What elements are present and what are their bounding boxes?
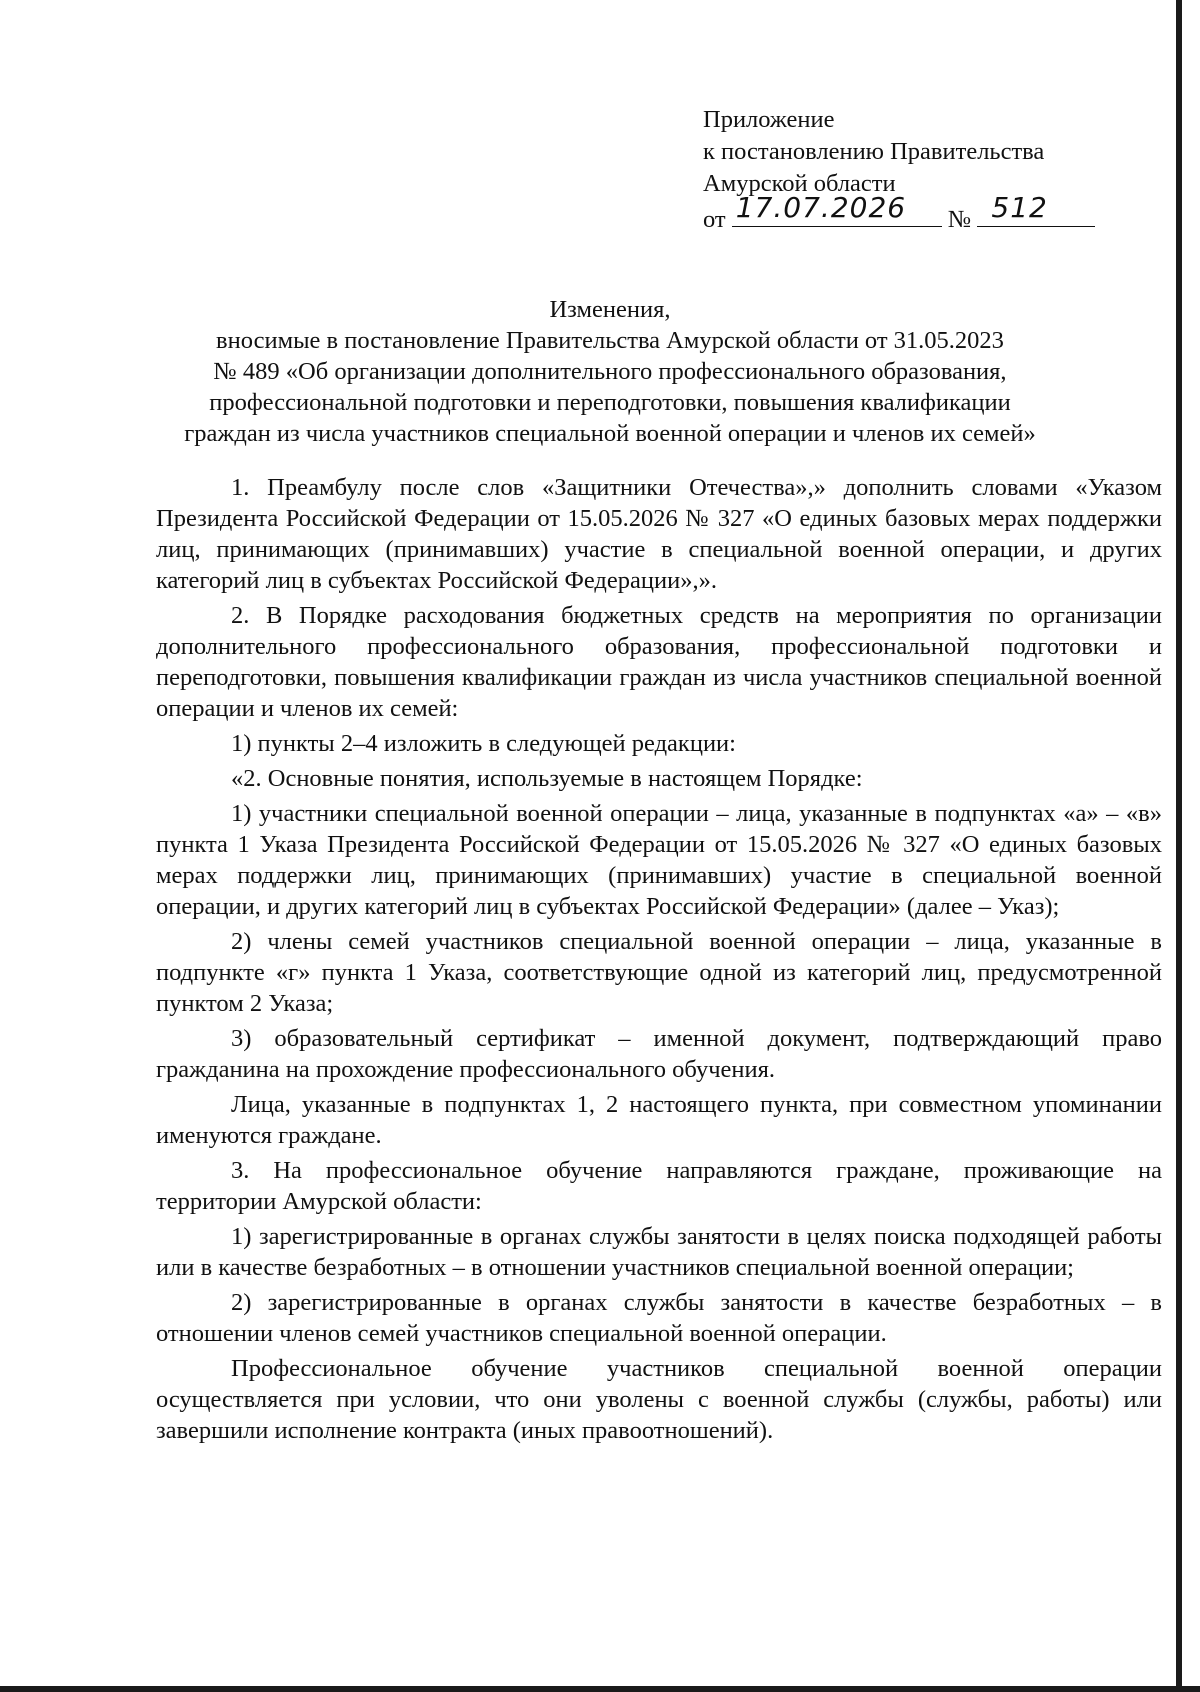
appendix-line-2: к постановлению Правительства (703, 138, 1045, 165)
heading-line-1: вносимые в постановление Правительства Амурской области от 31.05.2023 (216, 327, 1004, 354)
paragraph-10: 1) зарегистрированные в органах службы занятости в целях поиска подходящей работы или в качестве безработных – в отношении участников специальной военной операции; (156, 1223, 1162, 1281)
paragraph-6: 2) члены семей участников специальной военной операции – лица, указанные в подпункте «г» пункта 1 Указа, соответствующие одной из категорий лиц, предусмотренной пунктом 2 Указа; (156, 928, 1162, 1017)
paragraph-4: «2. Основные понятия, используемые в настоящем Порядке: (231, 765, 863, 792)
heading-line-4: граждан из числа участников специальной военной операции и членов их семей» (184, 420, 1036, 447)
paragraph-9: 3. На профессиональное обучение направляются граждане, проживающие на территории Амурской области: (156, 1157, 1162, 1215)
date-prefix: от (703, 206, 726, 233)
heading-line-2: № 489 «Об организации дополнительного профессионального образования, (213, 358, 1007, 385)
appendix-line-3: Амурской области (703, 170, 896, 197)
paragraph-11: 2) зарегистрированные в органах службы занятости в качестве безработных – в отношении членов семей участников специальной военной операции. (156, 1289, 1162, 1347)
paragraph-7: 3) образовательный сертификат – именной документ, подтверждающий право гражданина на прохождение профессионального обучения. (156, 1025, 1162, 1083)
paragraph-1: 1. Преамбулу после слов «Защитники Отечества»,» дополнить словами «Указом Президента Российской Федерации от 15.05.2026 № 327 «О единых базовых мерах поддержки лиц, принимающих (принимавших) участие в специальной военной операции, и других категорий лиц в субъектах Российской Федерации»,». (156, 474, 1162, 594)
paragraph-3: 1) пункты 2–4 изложить в следующей редакции: (231, 730, 736, 757)
appendix-date-number-line (703, 191, 1123, 236)
heading-line-3: профессиональной подготовки и переподготовки, повышения квалификации (209, 389, 1011, 416)
scan-edge-bottom (0, 1686, 1200, 1692)
number-prefix: № (947, 206, 972, 233)
number-field (977, 191, 1095, 227)
paragraph-12: Профессиональное обучение участников специальной военной операции осуществляется при условии, что они уволены с военной службы (службы, работы) или завершили исполнение контракта (иных правоотношений). (156, 1355, 1162, 1444)
paragraph-5: 1) участники специальной военной операции – лица, указанные в подпунктах «а» – «в» пункта 1 Указа Президента Российской Федерации от 15.05.2026 № 327 «О единых базовых мерах поддержки лиц, принимающих (принимавших) участие в специальной военной операции, и других категорий лиц в субъектах Российской Федерации» (далее – Указ); (156, 800, 1162, 920)
date-field (732, 191, 942, 227)
document-heading (130, 294, 1090, 449)
paragraph-2: 2. В Порядке расходования бюджетных средств на мероприятия по организации дополнительного профессионального образования, профессиональной подготовки и переподготовки, повышения квалификации граждан из числа участников специальной военной операции и членов их семей: (156, 602, 1162, 722)
paragraph-8: Лица, указанные в подпунктах 1, 2 настоящего пункта, при совместном упоминании именуются граждане. (156, 1091, 1162, 1149)
heading-title: Изменения, (549, 296, 671, 323)
appendix-block (703, 104, 1123, 236)
handwritten-number: 512 (991, 191, 1048, 224)
document-body (156, 472, 1162, 1450)
scan-edge-right (1176, 0, 1182, 1692)
handwritten-date: 17.07.2026 (735, 191, 907, 224)
appendix-line-1: Приложение (703, 106, 835, 133)
